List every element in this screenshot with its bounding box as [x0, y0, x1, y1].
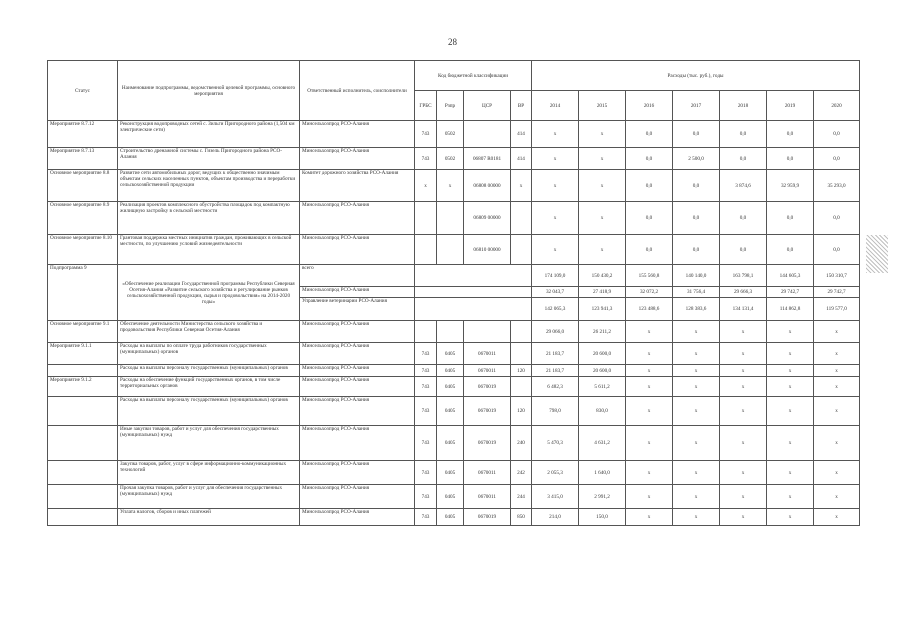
row-grbs: 743: [415, 377, 437, 397]
row-csr: 06810 00000: [464, 235, 511, 265]
row-value: 119 577,0: [814, 298, 860, 321]
row-name: Развитие сети автомобильных дорог, ведущих к общественно значимым объектам сельских населенных пунктов, объектам производства и переработки сельскохозяйственной продукции: [118, 170, 300, 202]
page-number: 28: [448, 37, 457, 47]
row-value: х: [673, 509, 720, 526]
row-csr: 06809 00000: [464, 202, 511, 235]
row-csr: [464, 121, 511, 148]
row-status: Основное мероприятие 8.10: [48, 235, 118, 265]
row-value: 32 072,2: [626, 287, 673, 298]
row-value: 5 611,2: [579, 377, 626, 397]
row-value: х: [673, 321, 720, 343]
row-responsible: Управление ветеринарии РСО-Алания: [300, 298, 415, 321]
row-value: 6 482,3: [532, 377, 579, 397]
budget-table: [47, 60, 860, 526]
row-responsible: Минсельхозпрод РСО-Алания: [300, 202, 415, 235]
header-expenses: Расходы (тыс. руб.), годы: [532, 61, 860, 91]
row-vr: 244: [511, 485, 532, 509]
row-csr: 0670011: [464, 461, 511, 485]
row-status: Мероприятие 9.1.1: [48, 343, 118, 365]
row-status: Основное мероприятие 8.8: [48, 170, 118, 202]
header-year-2019: 2019: [767, 91, 814, 121]
row-value: х: [673, 397, 720, 426]
row-name: Прочая закупка товаров, работ и услуг для обеспечения государственных (муниципальных) нужд: [118, 485, 300, 509]
row-value: 150,0: [579, 509, 626, 526]
row-responsible: Минсельхозпрод РСО-Алания: [300, 509, 415, 526]
row-csr: 0670011: [464, 343, 511, 365]
row-name: Расходы на выплаты персоналу государственных (муниципальных) органов: [118, 365, 300, 377]
row-value: 0,0: [626, 170, 673, 202]
row-value: 20 600,0: [579, 343, 626, 365]
row-csr: 0670019: [464, 509, 511, 526]
row-value: 2 500,0: [673, 148, 720, 170]
row-value: 0,0: [814, 121, 860, 148]
row-value: х: [720, 321, 767, 343]
row-value: 144 605,3: [767, 265, 814, 287]
row-name: Расходы на обеспечение функций государственных органов, в том числе территориальных органов: [118, 377, 300, 397]
header-name: Наименование подпрограммы, ведомственной целевой программы, основного мероприятия: [118, 61, 300, 121]
row-responsible: Минсельхозпрод РСО-Алания: [300, 343, 415, 365]
header-year-2017: 2017: [673, 91, 720, 121]
row-value: х: [767, 365, 814, 377]
row-value: 29 066,0: [532, 321, 579, 343]
row-name: Обеспечение деятельности Министерства сельского хозяйства и продовольствия Республики Северная Осетия-Алания: [118, 321, 300, 343]
row-value: 0,0: [814, 235, 860, 265]
table-row: [48, 202, 860, 235]
row-rzpr: [437, 321, 464, 343]
row-responsible: Минсельхозпрод РСО-Алания: [300, 377, 415, 397]
row-vr: 850: [511, 509, 532, 526]
row-grbs: 743: [415, 343, 437, 365]
row-value: 142 065,3: [532, 298, 579, 321]
row-value: х: [814, 509, 860, 526]
row-value: х: [720, 509, 767, 526]
row-rzpr: 0405: [437, 426, 464, 461]
table-row: [48, 461, 860, 485]
header-vr: ВР: [511, 91, 532, 121]
row-value: х: [767, 321, 814, 343]
row-value: 20 600,0: [579, 365, 626, 377]
row-name: Закупка товаров, работ, услуг в сфере информационно-коммуникационных технологий: [118, 461, 300, 485]
row-value: 5 470,3: [532, 426, 579, 461]
row-value: 0,0: [814, 148, 860, 170]
row-grbs: 743: [415, 365, 437, 377]
row-value: х: [579, 121, 626, 148]
table-body: [48, 121, 860, 526]
row-responsible: Минсельхозпрод РСО-Алания: [300, 235, 415, 265]
row-value: 0,0: [767, 148, 814, 170]
table-row: [48, 365, 860, 377]
row-vr: [511, 235, 532, 265]
row-value: 21 183,7: [532, 343, 579, 365]
row-responsible: Минсельхозпрод РСО-Алания: [300, 287, 415, 298]
row-value: 2 991,2: [579, 485, 626, 509]
row-vr: х: [511, 170, 532, 202]
row-name: Иные закупки товаров, работ и услуг для обеспечения государственных (муниципальных) нужд: [118, 426, 300, 461]
row-value: 31 756,4: [673, 287, 720, 298]
row-vr: 120: [511, 397, 532, 426]
row-name: Расходы на выплаты персоналу государственных (муниципальных) органов: [118, 397, 300, 426]
row-value: 0,0: [767, 121, 814, 148]
row-value: 155 560,8: [626, 265, 673, 287]
row-value: 29 742,7: [767, 287, 814, 298]
row-status: [48, 485, 118, 509]
row-value: 830,0: [579, 397, 626, 426]
row-value: 150 430,2: [579, 265, 626, 287]
row-value: х: [720, 461, 767, 485]
row-vr: 414: [511, 148, 532, 170]
row-grbs: [415, 235, 437, 265]
row-name: Расходы на выплаты по оплате труда работников государственных (муниципальных) органов: [118, 343, 300, 365]
row-rzpr: 0405: [437, 485, 464, 509]
row-value: х: [532, 170, 579, 202]
header-responsible: Ответственный исполнитель, соисполнители: [300, 61, 415, 121]
row-csr: 0670011: [464, 485, 511, 509]
row-csr: 06807 R0181: [464, 148, 511, 170]
row-grbs: 743: [415, 461, 437, 485]
row-rzpr: 0502: [437, 121, 464, 148]
row-status: [48, 461, 118, 485]
row-responsible: Минсельхозпрод РСО-Алания: [300, 365, 415, 377]
row-value: х: [814, 321, 860, 343]
row-vr: 120: [511, 365, 532, 377]
row-value: 0,0: [673, 170, 720, 202]
row-status: Мероприятие 8.7.13: [48, 148, 118, 170]
row-rzpr: 0502: [437, 148, 464, 170]
row-name: Строительство дренажной системы с. Гизель Пригородного района РСО-Алания: [118, 148, 300, 170]
row-value: х: [814, 426, 860, 461]
row-value: х: [767, 485, 814, 509]
row-grbs: 743: [415, 148, 437, 170]
row-responsible: Комитет дорожного хозяйства РСО-Алания: [300, 170, 415, 202]
table-row: [48, 509, 860, 526]
row-value: 32 043,7: [532, 287, 579, 298]
table-row: [48, 485, 860, 509]
row-value: 163 798,1: [720, 265, 767, 287]
row-grbs: х: [415, 170, 437, 202]
row-rzpr: 0405: [437, 343, 464, 365]
header-year-2018: 2018: [720, 91, 767, 121]
row-value: х: [720, 343, 767, 365]
row-value: х: [814, 461, 860, 485]
row-vr: 414: [511, 121, 532, 148]
row-value: 32 959,9: [767, 170, 814, 202]
row-value: 35 293,0: [814, 170, 860, 202]
row-value: х: [626, 365, 673, 377]
row-grbs: 743: [415, 121, 437, 148]
row-value: х: [626, 426, 673, 461]
row-name: «Обеспечение реализации Государственной программы Республики Северная Осетия-Алания «Развитие сельского хозяйства и регулирование рынков сельскохозяйственной продукции, сырья и продовольствия» на 2014-2020 годы»: [118, 265, 300, 321]
row-rzpr: 0405: [437, 365, 464, 377]
row-value: 123 941,3: [579, 298, 626, 321]
row-value: 0,0: [673, 235, 720, 265]
row-status: [48, 509, 118, 526]
row-grbs: 743: [415, 397, 437, 426]
row-value: 29 742,7: [814, 287, 860, 298]
row-status: Основное мероприятие 9.1: [48, 321, 118, 343]
row-vr: 242: [511, 461, 532, 485]
row-value: х: [626, 321, 673, 343]
row-value: х: [814, 485, 860, 509]
header-year-2016: 2016: [626, 91, 673, 121]
row-value: х: [767, 509, 814, 526]
row-vr: [511, 321, 532, 343]
row-value: 0,0: [673, 121, 720, 148]
row-value: х: [767, 461, 814, 485]
row-rzpr: 0405: [437, 509, 464, 526]
row-value: х: [673, 365, 720, 377]
row-value: х: [720, 365, 767, 377]
row-name: Грантовая поддержка местных инициатив граждан, проживающих в сельской местности, по улучшению условий жизнедеятельности: [118, 235, 300, 265]
row-value: х: [720, 426, 767, 461]
row-value: х: [532, 121, 579, 148]
row-value: х: [767, 377, 814, 397]
row-value: 134 131,4: [720, 298, 767, 321]
header-year-2014: 2014: [532, 91, 579, 121]
row-value: х: [626, 397, 673, 426]
row-value: 1 640,0: [579, 461, 626, 485]
row-rzpr: 0405: [437, 461, 464, 485]
row-grbs: 743: [415, 509, 437, 526]
row-rzpr: [437, 235, 464, 265]
row-responsible: Минсельхозпрод РСО-Алания: [300, 397, 415, 426]
row-value: 798,0: [532, 397, 579, 426]
row-responsible: Минсельхозпрод РСО-Алания: [300, 121, 415, 148]
row-value: х: [532, 148, 579, 170]
row-value: х: [579, 235, 626, 265]
row-value: х: [673, 377, 720, 397]
header-csr: ЦСР: [464, 91, 511, 121]
row-csr: [464, 321, 511, 343]
row-value: х: [626, 377, 673, 397]
row-status: Подпрограмма 9: [48, 265, 118, 321]
table-row: [48, 426, 860, 461]
row-value: 4 631,2: [579, 426, 626, 461]
row-value: 0,0: [626, 148, 673, 170]
row-status: [48, 426, 118, 461]
row-value: 0,0: [626, 235, 673, 265]
row-responsible: всего: [300, 265, 415, 287]
row-name: Реконструкция водопроводных сетей с. Зильги Пригородного района (1,504 км электрические сети): [118, 121, 300, 148]
row-value: 29 666,3: [720, 287, 767, 298]
row-code-empty: [415, 287, 532, 298]
header-year-2020: 2020: [814, 91, 860, 121]
row-rzpr: 0405: [437, 397, 464, 426]
row-value: 0,0: [767, 202, 814, 235]
margin-stamp: [866, 235, 888, 273]
header-budget-code: Код бюджетной классификации: [415, 61, 532, 91]
row-rzpr: [437, 202, 464, 235]
row-code-empty: [415, 298, 532, 321]
row-value: х: [673, 461, 720, 485]
row-value: х: [626, 485, 673, 509]
row-csr: 0670019: [464, 397, 511, 426]
row-value: 0,0: [720, 235, 767, 265]
row-status: Основное мероприятие 8.9: [48, 202, 118, 235]
row-status: Мероприятие 9.1.2: [48, 377, 118, 397]
row-value: 0,0: [814, 202, 860, 235]
row-value: х: [814, 365, 860, 377]
row-grbs: 743: [415, 485, 437, 509]
row-value: х: [579, 170, 626, 202]
row-responsible: Минсельхозпрод РСО-Алания: [300, 321, 415, 343]
row-value: 0,0: [720, 202, 767, 235]
row-rzpr: 0405: [437, 377, 464, 397]
row-value: х: [814, 377, 860, 397]
row-value: х: [532, 202, 579, 235]
row-value: 2 055,3: [532, 461, 579, 485]
row-value: х: [720, 377, 767, 397]
row-value: х: [720, 397, 767, 426]
row-value: 0,0: [720, 148, 767, 170]
row-csr: 0670019: [464, 426, 511, 461]
row-value: 114 862,8: [767, 298, 814, 321]
table-row: [48, 397, 860, 426]
row-value: х: [673, 426, 720, 461]
budget-table-container: [47, 60, 858, 526]
row-responsible: Минсельхозпрод РСО-Алания: [300, 426, 415, 461]
table-row: [48, 170, 860, 202]
row-value: х: [626, 461, 673, 485]
row-value: 0,0: [626, 202, 673, 235]
row-csr: 0670019: [464, 377, 511, 397]
row-value: 128 383,6: [673, 298, 720, 321]
row-code-empty: [415, 265, 532, 287]
row-responsible: Минсельхозпрод РСО-Алания: [300, 148, 415, 170]
table-row: [48, 321, 860, 343]
row-rzpr: х: [437, 170, 464, 202]
row-value: 0,0: [626, 121, 673, 148]
row-status: Мероприятие 8.7.12: [48, 121, 118, 148]
row-value: х: [814, 343, 860, 365]
row-responsible: Минсельхозпрод РСО-Алания: [300, 461, 415, 485]
row-value: 3 415,0: [532, 485, 579, 509]
row-value: 150 310,7: [814, 265, 860, 287]
row-value: 27 418,9: [579, 287, 626, 298]
row-value: х: [767, 343, 814, 365]
row-csr: 06808 00000: [464, 170, 511, 202]
row-vr: [511, 377, 532, 397]
header-status: Статус: [48, 61, 118, 121]
row-value: х: [626, 509, 673, 526]
table-row: [48, 121, 860, 148]
table-row: [48, 265, 860, 287]
row-value: 0,0: [720, 121, 767, 148]
row-value: х: [673, 343, 720, 365]
header-rzpr: Рзпр: [437, 91, 464, 121]
row-name: Уплата налогов, сборов и иных платежей: [118, 509, 300, 526]
header-year-2015: 2015: [579, 91, 626, 121]
row-value: 0,0: [673, 202, 720, 235]
row-responsible: Минсельхозпрод РСО-Алания: [300, 485, 415, 509]
row-value: х: [673, 485, 720, 509]
row-grbs: [415, 202, 437, 235]
row-value: 123 488,6: [626, 298, 673, 321]
row-value: 0,0: [767, 235, 814, 265]
row-value: х: [626, 343, 673, 365]
row-status: [48, 397, 118, 426]
row-value: х: [579, 202, 626, 235]
table-row: [48, 343, 860, 365]
row-grbs: [415, 321, 437, 343]
table-row: [48, 235, 860, 265]
row-value: 214,0: [532, 509, 579, 526]
row-vr: [511, 343, 532, 365]
row-status: [48, 365, 118, 377]
header-grbs: ГРБС: [415, 91, 437, 121]
row-value: х: [767, 426, 814, 461]
row-value: 174 109,0: [532, 265, 579, 287]
row-vr: 240: [511, 426, 532, 461]
row-vr: [511, 202, 532, 235]
table-row: [48, 148, 860, 170]
row-value: 21 183,7: [532, 365, 579, 377]
row-value: х: [532, 235, 579, 265]
row-grbs: 743: [415, 426, 437, 461]
row-value: х: [814, 397, 860, 426]
row-csr: 0670011: [464, 365, 511, 377]
table-row: [48, 377, 860, 397]
row-name: Реализация проектов комплексного обустройства площадок под компактную жилищную застройку в сельской местности: [118, 202, 300, 235]
row-value: 3 874,6: [720, 170, 767, 202]
row-value: х: [720, 485, 767, 509]
row-value: х: [767, 397, 814, 426]
row-value: 140 140,0: [673, 265, 720, 287]
row-value: х: [579, 148, 626, 170]
row-value: 26 211,2: [579, 321, 626, 343]
